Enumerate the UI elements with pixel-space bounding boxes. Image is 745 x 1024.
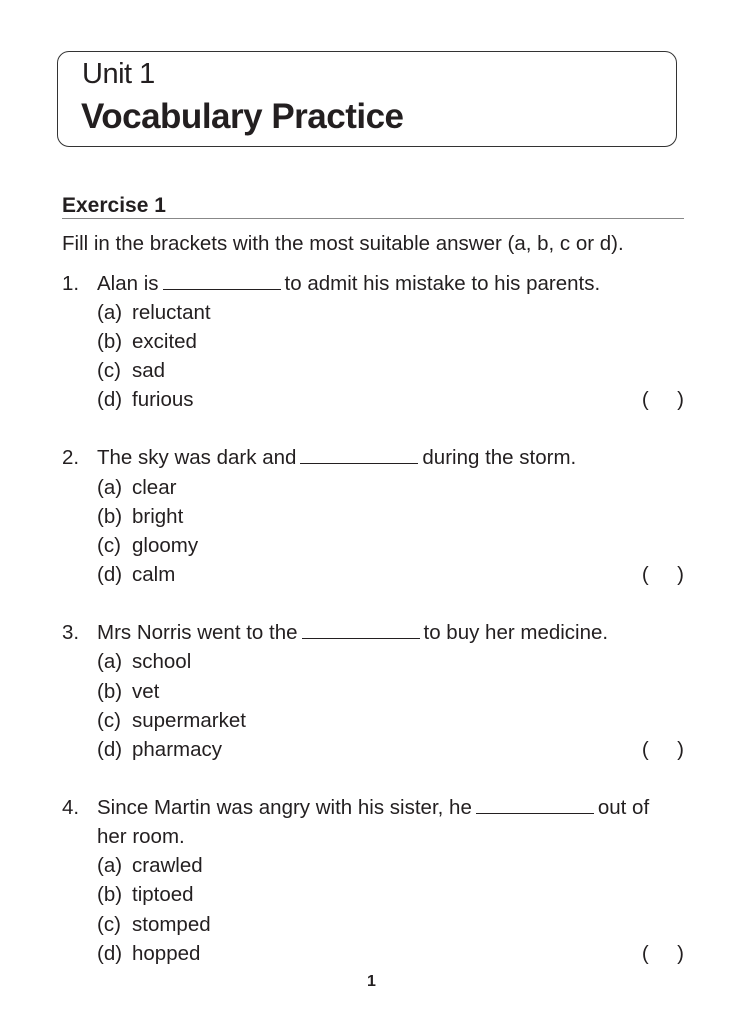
unit-title-box: [57, 51, 677, 147]
question-text: The sky was dark and during the storm.: [97, 446, 577, 469]
option-b: (b) excited: [97, 330, 197, 353]
exercise-instruction: Fill in the brackets with the most suitable answer (a, b, c or d).: [62, 232, 624, 255]
exercise-heading: Exercise 1: [62, 194, 166, 217]
answer-blank: [302, 620, 420, 639]
option-c: (c) sad: [97, 359, 166, 382]
option-a: (a) reluctant: [97, 301, 211, 324]
question-number: 1.: [62, 272, 80, 295]
option-c: (c) stomped: [97, 913, 211, 936]
unit-label: Unit 1: [82, 58, 155, 90]
answer-brackets[interactable]: ( ): [641, 388, 684, 411]
option-b: (b) vet: [97, 680, 160, 703]
answer-brackets[interactable]: ( ): [641, 563, 684, 586]
page-number: 1: [367, 973, 376, 990]
question-number: 4.: [62, 796, 80, 819]
option-b: (b) tiptoed: [97, 883, 194, 906]
option-d: (d) calm: [97, 563, 176, 586]
question-text: Since Martin was angry with his sister, he out of her room.: [97, 796, 650, 848]
exercise-divider: [62, 218, 684, 219]
answer-brackets[interactable]: ( ): [641, 738, 684, 761]
page-title: Vocabulary Practice: [81, 97, 404, 136]
question-text: Alan is to admit his mistake to his parents.: [97, 272, 601, 295]
question-4: [62, 793, 684, 968]
option-c: (c) supermarket: [97, 709, 246, 732]
option-a: (a) crawled: [97, 854, 203, 877]
option-d: (d) pharmacy: [97, 738, 223, 761]
question-3: [62, 618, 684, 763]
question-number: 2.: [62, 446, 80, 469]
question-text: Mrs Norris went to the to buy her medicine.: [97, 621, 609, 644]
answer-blank: [476, 795, 594, 814]
option-c: (c) gloomy: [97, 534, 199, 557]
option-d: (d) furious: [97, 388, 194, 411]
question-number: 3.: [62, 621, 80, 644]
answer-blank: [300, 445, 418, 464]
option-b: (b) bright: [97, 505, 184, 528]
question-1: [62, 269, 684, 414]
answer-brackets[interactable]: ( ): [641, 942, 684, 965]
option-d: (d) hopped: [97, 942, 201, 965]
option-a: (a) school: [97, 650, 192, 673]
answer-blank: [163, 271, 281, 290]
question-2: [62, 443, 684, 588]
option-a: (a) clear: [97, 476, 177, 499]
